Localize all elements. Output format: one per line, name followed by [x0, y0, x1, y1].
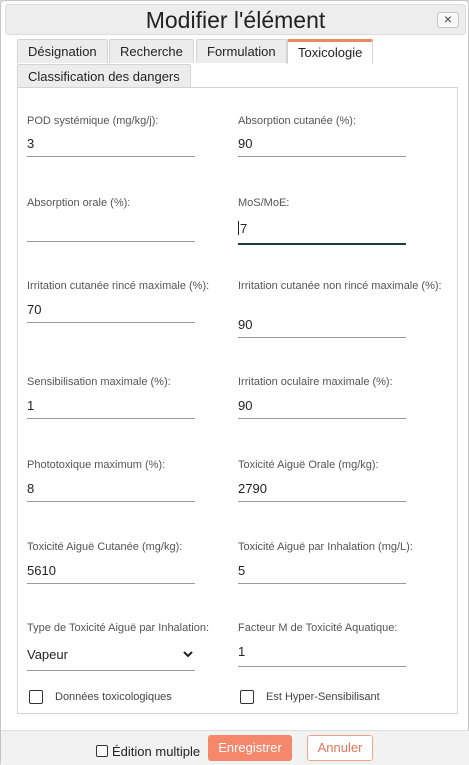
tab-recherche[interactable]: Recherche [109, 39, 194, 63]
type-toxicite-inhalation-select[interactable] [27, 646, 195, 671]
phototoxique-label: Phototoxique maximum (%): [27, 459, 166, 471]
toxicite-orale-input[interactable]: 2790 [238, 480, 406, 502]
tab-bar [17, 39, 458, 89]
phototoxique-field [27, 458, 195, 496]
irritation-cutanee-non-rince-field [238, 279, 442, 332]
close-button[interactable]: × [437, 12, 459, 28]
mos-moe-value: 7 [240, 221, 248, 236]
facteur-m-field [238, 621, 406, 659]
absorption-orale-input[interactable] [27, 220, 195, 242]
facteur-m-input[interactable]: 1 [238, 643, 406, 667]
irritation-cutanee-rince-input[interactable]: 70 [27, 301, 195, 323]
absorption-cutanee-field [238, 114, 406, 151]
text-cursor [238, 221, 239, 235]
toxicite-cutanee-input[interactable]: 5610 [27, 562, 195, 584]
mos-moe-field [238, 196, 406, 236]
dialog-footer [1, 730, 469, 765]
donnees-toxicologiques-checkbox[interactable] [29, 690, 43, 704]
pod-systemique-input[interactable]: 3 [27, 135, 195, 157]
cancel-button[interactable]: Annuler [307, 735, 373, 761]
dialog-titlebar [5, 4, 466, 35]
absorption-orale-field [27, 196, 195, 210]
absorption-cutanee-input[interactable]: 90 [238, 135, 406, 157]
tab-designation[interactable]: Désignation [17, 39, 108, 63]
mos-moe-label: MoS/MoE: [238, 197, 290, 209]
donnees-toxicologiques-row[interactable] [29, 690, 172, 704]
edition-multiple-label: Édition multiple [112, 744, 201, 759]
save-button[interactable]: Enregistrer [208, 735, 292, 761]
type-toxicite-inhalation-value: Vapeur [27, 647, 68, 662]
toxicite-inhalation-field [238, 540, 413, 578]
phototoxique-input[interactable]: 8 [27, 480, 195, 502]
sensibilisation-input[interactable]: 1 [27, 397, 195, 419]
hyper-sensibilisant-checkbox[interactable] [240, 690, 254, 704]
toxicologie-panel [17, 87, 458, 714]
sensibilisation-label: Sensibilisation maximale (%): [27, 376, 171, 388]
edition-multiple-checkbox[interactable] [96, 745, 108, 757]
type-toxicite-inhalation-label: Type de Toxicité Aiguë par Inhalation: [27, 622, 210, 634]
edition-multiple-toggle[interactable] [96, 745, 200, 759]
toxicite-orale-field [238, 458, 406, 496]
chevron-down-icon [183, 649, 193, 659]
toxicite-inhalation-input[interactable]: 5 [238, 562, 406, 584]
toxicite-cutanee-field [27, 540, 195, 578]
irritation-cutanee-non-rince-label: Irritation cutanée non rincé maximale (%): [238, 280, 442, 292]
tab-classification-dangers[interactable]: Classification des dangers [17, 64, 191, 88]
absorption-cutanee-label: Absorption cutanée (%): [238, 115, 357, 127]
irritation-oculaire-input[interactable]: 90 [238, 397, 406, 419]
sensibilisation-field [27, 375, 195, 413]
tab-formulation[interactable]: Formulation [196, 39, 287, 63]
irritation-cutanee-non-rince-input[interactable]: 90 [238, 316, 406, 338]
tab-toxicologie[interactable]: Toxicologie [287, 39, 373, 64]
irritation-cutanee-rince-label: Irritation cutanée rincé maximale (%): [27, 280, 210, 292]
toxicite-inhalation-label: Toxicité Aiguë par Inhalation (mg/L): [238, 541, 413, 553]
pod-systemique-field [27, 114, 195, 151]
toxicite-orale-label: Toxicité Aiguë Orale (mg/kg): [238, 459, 379, 471]
hyper-sensibilisant-row[interactable] [240, 690, 380, 704]
absorption-orale-label: Absorption orale (%): [27, 197, 131, 209]
pod-systemique-label: POD systémique (mg/kg/j): [27, 115, 159, 127]
dialog-title: Modifier l'élément [145, 7, 326, 33]
irritation-oculaire-label: Irritation oculaire maximale (%): [238, 376, 393, 388]
donnees-toxicologiques-label: Données toxicologiques [55, 691, 172, 703]
facteur-m-label: Facteur M de Toxicité Aquatique: [238, 622, 398, 634]
irritation-cutanee-rince-field [27, 279, 210, 317]
hyper-sensibilisant-label: Est Hyper-Sensibilisant [266, 691, 380, 703]
irritation-oculaire-field [238, 375, 406, 413]
toxicite-cutanee-label: Toxicité Aiguë Cutanée (mg/kg): [27, 541, 183, 553]
type-toxicite-inhalation-field [27, 621, 210, 662]
mos-moe-input[interactable] [238, 220, 406, 245]
